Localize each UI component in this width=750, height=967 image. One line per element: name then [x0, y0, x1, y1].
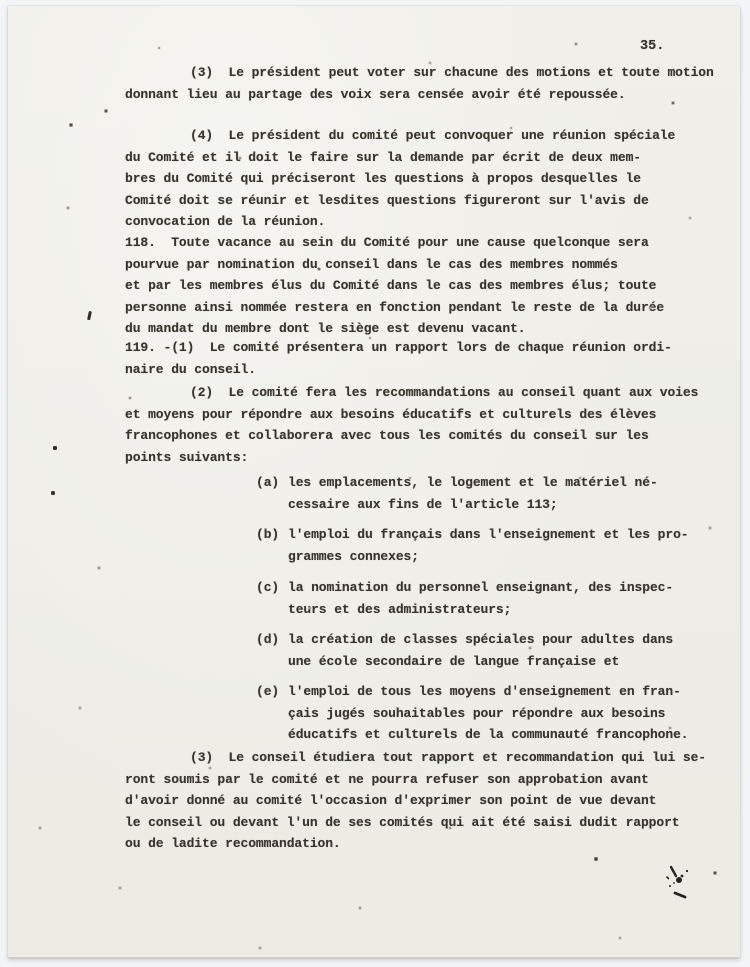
list-item-label: (a) [256, 475, 280, 490]
text-line: et par les membres élus du Comité dans le cas des membres élus; toute [125, 278, 657, 293]
dust-specks [8, 6, 10, 8]
text-line: points suivants: [125, 449, 249, 465]
text-line: le conseil ou devant l'un de ses comités qui ait été saisi dudit rapport [125, 814, 680, 830]
list-item-d [256, 629, 673, 672]
paragraph-2 [125, 382, 698, 468]
list-item-label: (d) [256, 632, 280, 647]
text-line: Comité doit se réunir et lesdites questions figureront sur l'avis de [125, 192, 649, 208]
page-number: 35. [640, 39, 665, 54]
text-line: (4) Le président du comité peut convoquer une réunion spéciale [190, 128, 676, 143]
text-line: teurs et des administrateurs; [288, 601, 512, 617]
text-line: (3) Le président peut voter sur chacune des motions et toute motion [190, 65, 714, 80]
text-line: et moyens pour répondre aux besoins éducatifs et culturels des élèves [125, 406, 657, 422]
text-line: pourvue par nomination du conseil dans le cas des membres nommés [125, 256, 618, 272]
text-line: bres du Comité qui préciseront les questions à propos desquelles le [125, 171, 641, 186]
text-line: francophones et collaborera avec tous les comités du conseil sur les [125, 428, 649, 443]
text-line: ront soumis par le comité et ne pourra refuser son approbation avant [125, 771, 649, 787]
text-line: 119. -(1) Le comité présentera un rapport lors de chaque réunion ordi- [125, 340, 672, 355]
text-line: (3) Le conseil étudiera tout rapport et recommandation qui lui se- [190, 750, 706, 765]
list-item-b [256, 524, 688, 567]
list-item-label: (b) [256, 527, 280, 542]
text-line: naire du conseil. [125, 361, 256, 377]
margin-mark [87, 311, 92, 320]
ink-splatter-mark [661, 863, 709, 905]
text-line: çais jugés souhaitables pour répondre aux besoins [288, 705, 666, 721]
text-line: la nomination du personnel enseignant, des inspec- [288, 580, 674, 595]
text-line: éducatifs et culturels de la communauté francophone. [288, 727, 689, 742]
paragraph-4 [125, 125, 675, 233]
list-item-label: (e) [256, 684, 280, 699]
list-item-a [256, 472, 658, 515]
paragraph-3-final [125, 747, 706, 855]
paragraph-3 [125, 62, 714, 105]
text-line: du Comité et il doit le faire sur la demande par écrit de deux mem- [125, 149, 641, 165]
text-line: l'emploi du français dans l'enseignement et les pro- [288, 527, 689, 542]
text-line: ou de ladite recommandation. [125, 836, 341, 851]
text-line: du mandat du membre dont le siège est devenu vacant. [125, 321, 526, 336]
article-118 [125, 232, 664, 340]
margin-mark [51, 491, 55, 495]
text-line: la création de classes spéciales pour adultes dans [288, 632, 674, 647]
text-line: (2) Le comité fera les recommandations au conseil quant aux voies [190, 385, 699, 400]
text-line: une école secondaire de langue française et [288, 653, 620, 669]
margin-mark [53, 446, 57, 450]
text-line: grammes connexes; [288, 548, 419, 564]
list-item-c [256, 577, 673, 620]
article-119 [125, 337, 672, 380]
text-line: donnant lieu au partage des voix sera censée avoir été repoussée. [125, 86, 626, 102]
text-line: l'emploi de tous les moyens d'enseignement en fran- [288, 684, 681, 699]
text-line: personne ainsi nommée restera en fonction pendant le reste de la durée [125, 299, 665, 315]
list-item-e [256, 681, 688, 746]
text-line: les emplacements, le logement et le matériel né- [288, 475, 658, 490]
text-line: cessaire aux fins de l'article 113; [288, 496, 558, 512]
text-line: d'avoir donné au comité l'occasion d'exprimer son point de vue devant [125, 793, 657, 808]
text-line: 118. Toute vacance au sein du Comité pour une cause quelconque sera [125, 235, 649, 250]
scanned-page [8, 6, 740, 958]
text-line: convocation de la réunion. [125, 214, 326, 229]
list-item-label: (c) [256, 580, 280, 595]
